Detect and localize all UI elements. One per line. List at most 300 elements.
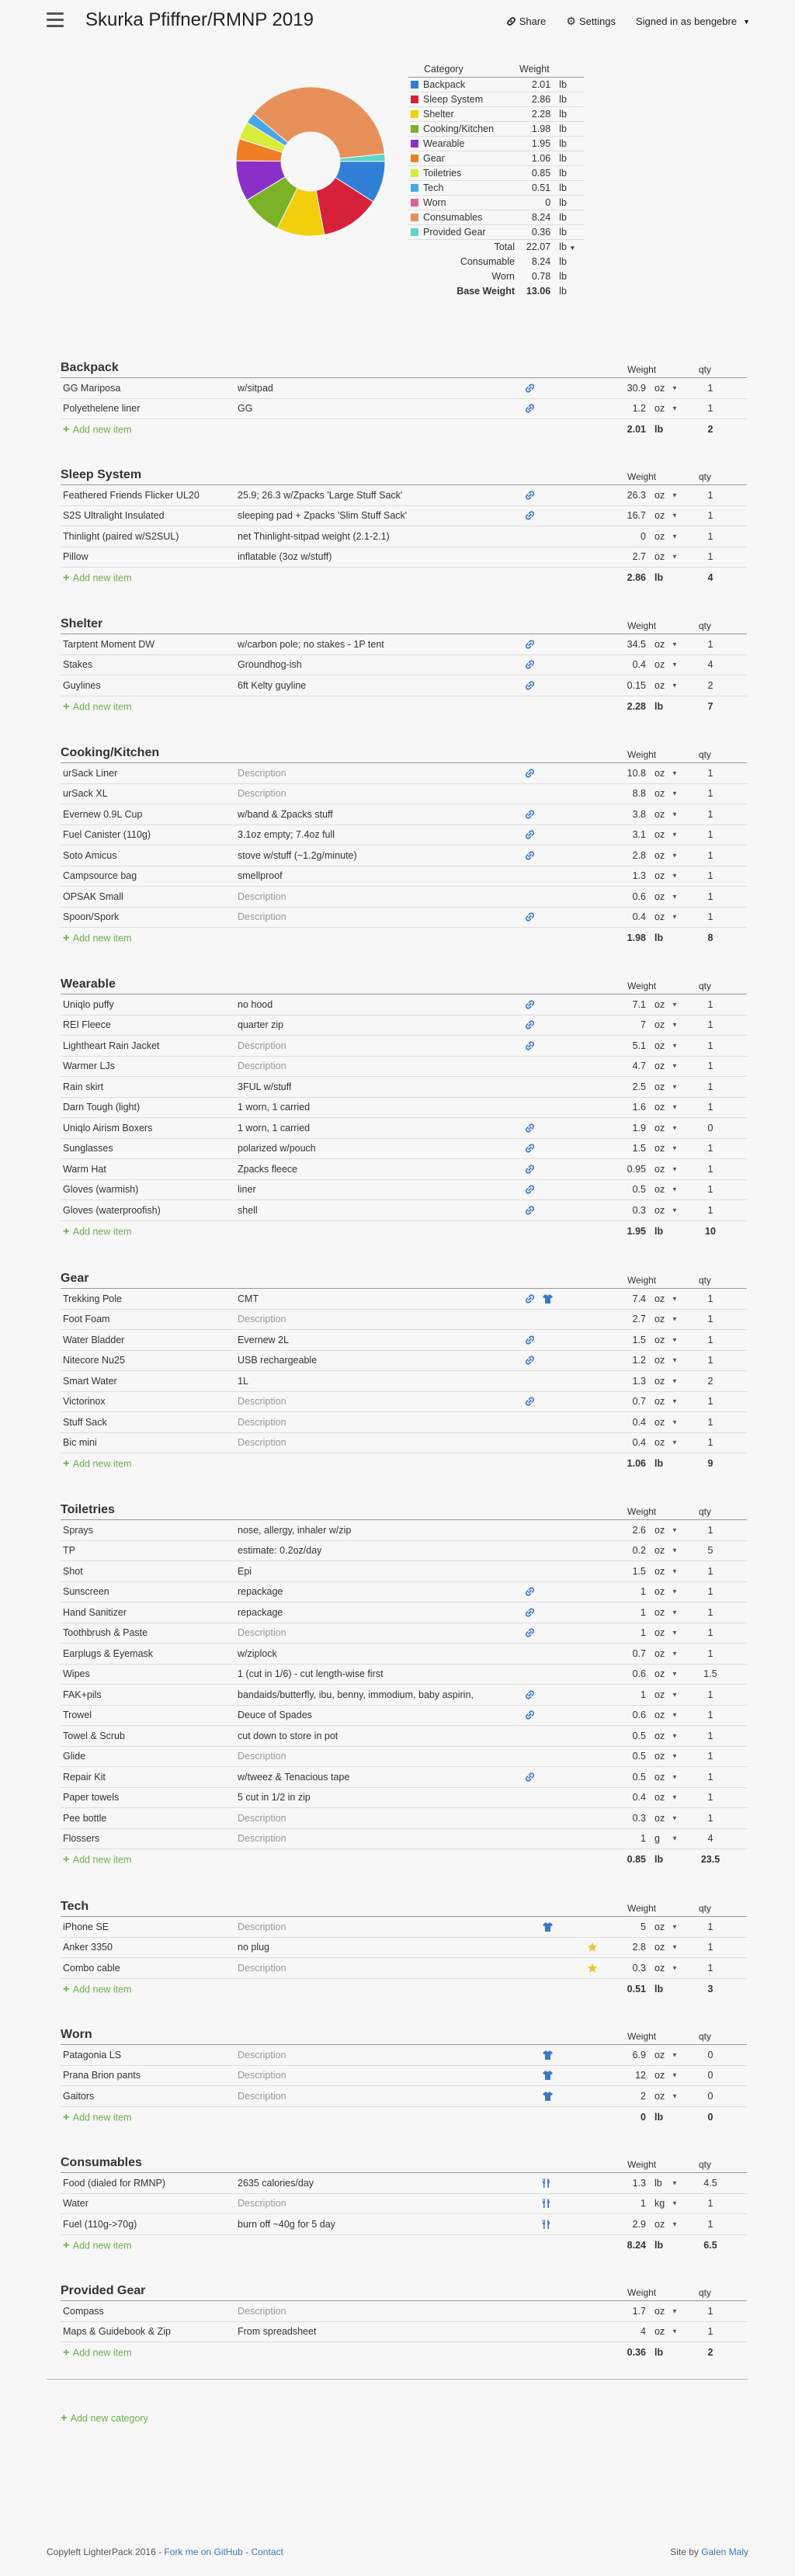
item-qty[interactable]: 1 xyxy=(707,1730,713,1741)
item-qty[interactable]: 1 xyxy=(707,1771,713,1783)
item-weight[interactable]: 2.7 xyxy=(632,551,646,563)
item-description[interactable]: estimate: 0.2oz/day xyxy=(238,1545,322,1557)
consumable-icon[interactable] xyxy=(542,2198,551,2209)
item-weight[interactable]: 1 xyxy=(641,1627,646,1639)
item-name[interactable]: OPSAK Small xyxy=(63,890,123,902)
item-qty[interactable]: 2 xyxy=(707,679,713,691)
item-weight[interactable]: 0.3 xyxy=(632,1962,646,1974)
item-qty[interactable]: 0 xyxy=(707,2049,713,2060)
item-qty[interactable]: 1 xyxy=(707,1606,713,1618)
item-unit[interactable]: oz xyxy=(654,870,665,882)
caret-down-icon[interactable]: ▼ xyxy=(672,1103,678,1111)
item-unit[interactable]: oz xyxy=(654,1102,665,1113)
item-qty[interactable]: 1 xyxy=(707,911,713,923)
item-name[interactable]: Water xyxy=(63,2198,89,2210)
item-weight[interactable]: 2.6 xyxy=(632,1524,646,1536)
item-unit[interactable]: oz xyxy=(654,1375,665,1387)
link-icon[interactable] xyxy=(525,1144,535,1154)
caret-down-icon[interactable]: ▼ xyxy=(672,491,678,499)
item-weight[interactable]: 2 xyxy=(641,2090,646,2102)
item-description[interactable]: bandaids/butterfly, ibu, benny, immodium, baby aspirin, xyxy=(238,1689,474,1700)
caret-down-icon[interactable]: ▼ xyxy=(672,1609,678,1616)
item-description[interactable]: Groundhog-ish xyxy=(238,659,302,671)
link-icon[interactable] xyxy=(525,1185,535,1195)
item-unit[interactable]: oz xyxy=(654,1437,665,1449)
item-weight[interactable]: 8.8 xyxy=(632,788,646,800)
item-name[interactable]: Campsource bag xyxy=(63,870,137,882)
caret-down-icon[interactable]: ▼ xyxy=(672,1001,678,1009)
item-qty[interactable]: 1 xyxy=(707,1792,713,1804)
item-unit[interactable]: oz xyxy=(654,1565,665,1577)
item-qty[interactable]: 1 xyxy=(707,788,713,800)
link-icon[interactable] xyxy=(525,999,535,1009)
item-description[interactable]: burn off ~40g for 5 day xyxy=(238,2218,335,2230)
caret-down-icon[interactable]: ▼ xyxy=(672,1021,678,1029)
item-unit[interactable]: oz xyxy=(654,1647,665,1659)
item-unit[interactable]: oz xyxy=(654,1730,665,1741)
item-qty[interactable]: 1 xyxy=(707,1040,713,1051)
item-name[interactable]: Gaitors xyxy=(63,2090,95,2102)
item-qty[interactable]: 0 xyxy=(707,2090,713,2102)
caret-down-icon[interactable]: ▼ xyxy=(672,533,678,540)
item-name[interactable]: Prana Brion pants xyxy=(63,2070,141,2081)
item-name[interactable]: Flossers xyxy=(63,1833,100,1845)
item-unit[interactable]: oz xyxy=(654,551,665,563)
item-weight[interactable]: 1.2 xyxy=(632,403,646,415)
link-icon[interactable] xyxy=(525,1040,535,1050)
link-icon[interactable] xyxy=(525,1356,535,1366)
link-icon[interactable] xyxy=(525,660,535,670)
item-unit[interactable]: oz xyxy=(654,2326,665,2338)
item-weight[interactable]: 0.5 xyxy=(632,1730,646,1741)
item-weight[interactable]: 7.1 xyxy=(632,998,646,1010)
item-description[interactable]: net Thinlight-sitpad weight (2.1-2.1) xyxy=(238,530,390,542)
item-weight[interactable]: 1.2 xyxy=(632,1355,646,1366)
item-description[interactable]: 6ft Kelty guyline xyxy=(238,679,307,691)
item-weight[interactable]: 0.3 xyxy=(632,1812,646,1824)
item-name[interactable]: Wipes xyxy=(63,1668,90,1680)
item-description[interactable]: Description xyxy=(238,1627,286,1639)
caret-down-icon[interactable]: ▼ xyxy=(672,1397,678,1405)
item-weight[interactable]: 0.4 xyxy=(632,1792,646,1804)
item-name[interactable]: Shot xyxy=(63,1565,83,1577)
item-description[interactable]: Description xyxy=(238,1751,286,1762)
item-unit[interactable]: oz xyxy=(654,1416,665,1428)
item-weight[interactable]: 0.5 xyxy=(632,1771,646,1783)
item-name[interactable]: Pillow xyxy=(63,551,89,563)
item-name[interactable]: Rain skirt xyxy=(63,1081,104,1092)
caret-down-icon[interactable]: ▼ xyxy=(672,2179,678,2187)
item-description[interactable]: From spreadsheet xyxy=(238,2326,317,2338)
link-icon[interactable] xyxy=(525,1293,535,1304)
item-unit[interactable]: oz xyxy=(654,2049,665,2060)
account-dropdown[interactable] xyxy=(636,15,750,28)
item-description[interactable]: Deuce of Spades xyxy=(238,1710,312,1721)
item-unit[interactable]: oz xyxy=(654,1355,665,1366)
caret-down-icon[interactable]: ▼ xyxy=(672,1124,678,1132)
item-unit[interactable]: oz xyxy=(654,2070,665,2081)
item-unit[interactable]: oz xyxy=(654,1184,665,1196)
item-name[interactable]: Uniqlo puffy xyxy=(63,998,114,1010)
item-unit[interactable]: oz xyxy=(654,1606,665,1618)
item-qty[interactable]: 1 xyxy=(707,1102,713,1113)
item-description[interactable]: Zpacks fleece xyxy=(238,1163,298,1175)
item-qty[interactable]: 1 xyxy=(707,1586,713,1598)
item-unit[interactable]: oz xyxy=(654,530,665,542)
item-qty[interactable]: 4 xyxy=(707,1833,713,1845)
item-description[interactable]: Description xyxy=(238,1314,286,1325)
item-weight[interactable]: 4 xyxy=(641,2326,646,2338)
caret-down-icon[interactable]: ▼ xyxy=(672,553,678,561)
worn-icon[interactable] xyxy=(542,1293,554,1304)
item-name[interactable]: Gloves (warmish) xyxy=(63,1184,139,1196)
item-unit[interactable]: oz xyxy=(654,849,665,861)
caret-down-icon[interactable]: ▼ xyxy=(672,2092,678,2100)
add-item-button[interactable] xyxy=(63,1224,132,1238)
item-unit[interactable]: oz xyxy=(654,1689,665,1700)
item-name[interactable]: FAK+pils xyxy=(63,1689,102,1700)
item-description[interactable]: 1 (cut in 1/6) - cut length-wise first xyxy=(238,1668,384,1680)
item-name[interactable]: Lightheart Rain Jacket xyxy=(63,1040,160,1051)
item-name[interactable]: Glide xyxy=(63,1751,86,1762)
item-qty[interactable]: 4 xyxy=(707,659,713,671)
item-weight[interactable]: 0.6 xyxy=(632,1668,646,1680)
item-unit[interactable]: oz xyxy=(654,1396,665,1408)
caret-down-icon[interactable]: ▼ xyxy=(672,1691,678,1699)
caret-down-icon[interactable]: ▼ xyxy=(672,769,678,777)
item-name[interactable]: urSack XL xyxy=(63,788,108,800)
item-unit[interactable]: oz xyxy=(654,1143,665,1154)
item-weight[interactable]: 0.2 xyxy=(632,1545,646,1557)
item-name[interactable]: REI Fleece xyxy=(63,1019,111,1031)
item-unit[interactable]: oz xyxy=(654,510,665,522)
caret-down-icon[interactable]: ▼ xyxy=(672,811,678,818)
item-unit[interactable]: oz xyxy=(654,382,665,394)
item-description[interactable]: Description xyxy=(238,1812,286,1824)
item-weight[interactable]: 0.3 xyxy=(632,1204,646,1216)
link-icon[interactable] xyxy=(525,1772,535,1782)
item-description[interactable]: Description xyxy=(238,1061,286,1072)
link-icon[interactable] xyxy=(525,511,535,521)
item-weight[interactable]: 7.4 xyxy=(632,1293,646,1304)
item-qty[interactable]: 1 xyxy=(707,1204,713,1216)
category-name[interactable]: Tech xyxy=(61,1900,89,1913)
add-category-button[interactable] xyxy=(61,2411,148,2425)
item-weight[interactable]: 26.3 xyxy=(627,489,646,501)
add-item-button[interactable] xyxy=(63,571,132,585)
item-description[interactable]: liner xyxy=(238,1184,256,1196)
settings-button[interactable] xyxy=(566,15,616,28)
item-unit[interactable]: oz xyxy=(654,1524,665,1536)
item-weight[interactable]: 1.3 xyxy=(632,2177,646,2189)
caret-down-icon[interactable]: ▼ xyxy=(672,1629,678,1637)
item-name[interactable]: Bic mini xyxy=(63,1437,97,1449)
add-item-button[interactable] xyxy=(63,2346,132,2359)
item-qty[interactable]: 1 xyxy=(707,1647,713,1659)
caret-down-icon[interactable]: ▼ xyxy=(672,1206,678,1214)
item-unit[interactable]: oz xyxy=(654,1921,665,1932)
item-weight[interactable]: 4.7 xyxy=(632,1061,646,1072)
item-description[interactable]: Description xyxy=(238,2198,286,2210)
item-description[interactable]: Description xyxy=(238,788,286,800)
category-name[interactable]: Worn xyxy=(61,2028,92,2041)
category-name[interactable]: Consumables xyxy=(61,2156,142,2169)
item-name[interactable]: Food (dialed for RMNP) xyxy=(63,2177,165,2189)
item-description[interactable]: cut down to store in pot xyxy=(238,1730,338,1741)
item-unit[interactable]: oz xyxy=(654,890,665,902)
item-name[interactable]: Sunglasses xyxy=(63,1143,113,1154)
caret-down-icon[interactable]: ▼ xyxy=(672,1588,678,1595)
item-name[interactable]: iPhone SE xyxy=(63,1921,109,1932)
add-item-button[interactable] xyxy=(63,700,132,713)
item-weight[interactable]: 0.15 xyxy=(627,679,646,691)
item-unit[interactable]: oz xyxy=(654,638,665,650)
item-name[interactable]: Compass xyxy=(63,2305,104,2317)
item-name[interactable]: Towel & Scrub xyxy=(63,1730,125,1741)
item-weight[interactable]: 16.7 xyxy=(627,510,646,522)
item-description[interactable]: sleeping pad + Zpacks 'Slim Stuff Sack' xyxy=(238,510,408,522)
item-name[interactable]: urSack Liner xyxy=(63,767,118,779)
item-weight[interactable]: 0.7 xyxy=(632,1396,646,1408)
item-unit[interactable]: oz xyxy=(654,1204,665,1216)
item-unit[interactable]: oz xyxy=(654,1061,665,1072)
item-description[interactable]: USB rechargeable xyxy=(238,1355,318,1366)
category-name[interactable]: Backpack xyxy=(61,361,119,374)
caret-down-icon[interactable]: ▼ xyxy=(672,2071,678,2079)
item-name[interactable]: Trekking Pole xyxy=(63,1293,122,1304)
item-qty[interactable]: 1 xyxy=(707,1437,713,1449)
item-description[interactable]: repackage xyxy=(238,1606,283,1618)
item-qty[interactable]: 1 xyxy=(707,1921,713,1932)
caret-down-icon[interactable]: ▼ xyxy=(672,661,678,668)
item-weight[interactable]: 1.3 xyxy=(632,1375,646,1387)
item-name[interactable]: Feathered Friends Flicker UL20 xyxy=(63,489,200,501)
caret-down-icon[interactable]: ▼ xyxy=(672,1315,678,1323)
category-name[interactable]: Shelter xyxy=(61,617,103,630)
caret-down-icon[interactable]: ▼ xyxy=(672,1356,678,1364)
item-qty[interactable]: 1 xyxy=(707,1314,713,1325)
item-qty[interactable]: 1 xyxy=(707,1081,713,1092)
item-qty[interactable]: 5 xyxy=(707,1545,713,1557)
item-qty[interactable]: 1 xyxy=(707,1163,713,1175)
item-name[interactable]: Warm Hat xyxy=(63,1163,106,1175)
total-unit-select[interactable] xyxy=(553,239,584,254)
caret-down-icon[interactable]: ▼ xyxy=(672,404,678,412)
item-unit[interactable]: oz xyxy=(654,1792,665,1804)
item-description[interactable]: Description xyxy=(238,2049,286,2060)
item-description[interactable]: 25.9; 26.3 w/Zpacks 'Large Stuff Sack' xyxy=(238,489,403,501)
item-description[interactable]: 3FUL w/stuff xyxy=(238,1081,292,1092)
item-qty[interactable]: 1 xyxy=(707,1689,713,1700)
item-description[interactable]: Description xyxy=(238,2090,286,2102)
link-icon[interactable] xyxy=(525,1689,535,1699)
item-weight[interactable]: 3.1 xyxy=(632,829,646,841)
item-description[interactable]: smellproof xyxy=(238,870,283,882)
caret-down-icon[interactable]: ▼ xyxy=(672,790,678,797)
item-qty[interactable]: 1 xyxy=(707,382,713,394)
item-unit[interactable]: oz xyxy=(654,489,665,501)
item-name[interactable]: Earplugs & Eyemask xyxy=(63,1647,154,1659)
item-weight[interactable]: 0.95 xyxy=(627,1163,646,1175)
item-qty[interactable]: 1 xyxy=(707,808,713,820)
item-qty[interactable]: 1 xyxy=(707,870,713,882)
item-qty[interactable]: 1 xyxy=(707,1416,713,1428)
caret-down-icon[interactable]: ▼ xyxy=(672,1773,678,1781)
item-description[interactable]: repackage xyxy=(238,1586,283,1598)
link-icon[interactable] xyxy=(525,490,535,500)
item-qty[interactable]: 1 xyxy=(707,1184,713,1196)
item-qty[interactable]: 1 xyxy=(707,638,713,650)
link-icon[interactable] xyxy=(525,1020,535,1030)
caret-down-icon[interactable]: ▼ xyxy=(672,1186,678,1193)
category-name[interactable]: Wearable xyxy=(61,977,116,991)
item-weight[interactable]: 1.5 xyxy=(632,1143,646,1154)
item-name[interactable]: Spoon/Spork xyxy=(63,911,120,923)
item-qty[interactable]: 1 xyxy=(707,849,713,861)
contact-link[interactable]: Contact xyxy=(251,2546,283,2557)
item-name[interactable]: TP xyxy=(63,1545,75,1557)
item-qty[interactable]: 1 xyxy=(707,1334,713,1345)
caret-down-icon[interactable]: ▼ xyxy=(672,1439,678,1446)
item-description[interactable]: Description xyxy=(238,890,286,902)
caret-down-icon[interactable]: ▼ xyxy=(672,1943,678,1951)
star-icon[interactable] xyxy=(587,1963,598,1974)
item-qty[interactable]: 1 xyxy=(707,2198,713,2210)
item-name[interactable]: GG Mariposa xyxy=(63,382,121,394)
add-item-button[interactable] xyxy=(63,1853,132,1866)
category-name[interactable]: Cooking/Kitchen xyxy=(61,746,160,759)
item-description[interactable]: no plug xyxy=(238,1942,270,1953)
caret-down-icon[interactable]: ▼ xyxy=(672,1567,678,1575)
caret-down-icon[interactable]: ▼ xyxy=(672,1295,678,1303)
item-weight[interactable]: 0.6 xyxy=(632,890,646,902)
caret-down-icon[interactable]: ▼ xyxy=(672,872,678,880)
item-weight[interactable]: 1.6 xyxy=(632,1102,646,1113)
item-qty[interactable]: 1 xyxy=(707,829,713,841)
caret-down-icon[interactable]: ▼ xyxy=(672,1711,678,1719)
item-weight[interactable]: 2.8 xyxy=(632,1942,646,1953)
item-weight[interactable]: 2.5 xyxy=(632,1081,646,1092)
item-qty[interactable]: 1 xyxy=(707,1710,713,1721)
item-qty[interactable]: 4.5 xyxy=(703,2177,717,2189)
item-weight[interactable]: 2.9 xyxy=(632,2218,646,2230)
item-unit[interactable]: oz xyxy=(654,679,665,691)
item-name[interactable]: Warmer LJs xyxy=(63,1061,115,1072)
item-qty[interactable]: 1 xyxy=(707,2326,713,2338)
item-description[interactable]: w/band & Zpacks stuff xyxy=(238,808,333,820)
caret-down-icon[interactable]: ▼ xyxy=(672,1547,678,1554)
item-qty[interactable]: 1.5 xyxy=(703,1668,717,1680)
add-item-button[interactable] xyxy=(63,2110,132,2123)
link-icon[interactable] xyxy=(525,1587,535,1597)
item-qty[interactable]: 1 xyxy=(707,2305,713,2317)
item-description[interactable]: Description xyxy=(238,1396,286,1408)
item-description[interactable]: 3.1oz empty; 7.4oz full xyxy=(238,829,335,841)
caret-down-icon[interactable]: ▼ xyxy=(672,512,678,519)
share-button[interactable] xyxy=(506,15,547,28)
caret-down-icon[interactable]: ▼ xyxy=(672,1526,678,1534)
link-icon[interactable] xyxy=(525,912,535,922)
item-unit[interactable]: oz xyxy=(654,829,665,841)
item-description[interactable]: Evernew 2L xyxy=(238,1334,290,1345)
item-qty[interactable]: 2 xyxy=(707,1375,713,1387)
item-qty[interactable]: 1 xyxy=(707,1565,713,1577)
caret-down-icon[interactable]: ▼ xyxy=(672,913,678,921)
item-weight[interactable]: 0 xyxy=(641,530,646,542)
item-description[interactable]: Description xyxy=(238,1962,286,1974)
link-icon[interactable] xyxy=(525,1628,535,1638)
item-unit[interactable]: oz xyxy=(654,403,665,415)
item-name[interactable]: Victorinox xyxy=(63,1396,106,1408)
link-icon[interactable] xyxy=(525,768,535,778)
item-qty[interactable]: 1 xyxy=(707,1061,713,1072)
item-qty[interactable]: 1 xyxy=(707,489,713,501)
item-weight[interactable]: 30.9 xyxy=(627,382,646,394)
item-qty[interactable]: 1 xyxy=(707,510,713,522)
link-icon[interactable] xyxy=(525,404,535,414)
item-weight[interactable]: 1 xyxy=(641,2198,646,2210)
item-qty[interactable]: 1 xyxy=(707,1355,713,1366)
caret-down-icon[interactable]: ▼ xyxy=(672,1793,678,1801)
worn-icon[interactable] xyxy=(542,2070,554,2081)
consumable-icon[interactable] xyxy=(542,2219,551,2230)
item-description[interactable]: stove w/stuff (~1.2g/minute) xyxy=(238,849,357,861)
caret-down-icon[interactable]: ▼ xyxy=(672,2220,678,2228)
item-name[interactable]: Stuff Sack xyxy=(63,1416,107,1428)
item-description[interactable]: no hood xyxy=(238,998,273,1010)
caret-down-icon[interactable]: ▼ xyxy=(672,852,678,859)
item-unit[interactable]: kg xyxy=(654,2198,665,2210)
item-qty[interactable]: 0 xyxy=(707,1122,713,1134)
item-weight[interactable]: 1 xyxy=(641,1833,646,1845)
item-qty[interactable]: 1 xyxy=(707,1524,713,1536)
item-name[interactable]: Soto Amicus xyxy=(63,849,117,861)
item-weight[interactable]: 0.5 xyxy=(632,1751,646,1762)
item-weight[interactable]: 1.5 xyxy=(632,1334,646,1345)
item-name[interactable]: Polyethelene liner xyxy=(63,403,141,415)
item-name[interactable]: Pee bottle xyxy=(63,1812,107,1824)
link-icon[interactable] xyxy=(525,1205,535,1215)
consumable-icon[interactable] xyxy=(542,2178,551,2189)
item-description[interactable]: Description xyxy=(238,1833,286,1845)
item-weight[interactable]: 7 xyxy=(641,1019,646,1031)
menu-icon[interactable] xyxy=(47,12,64,28)
item-weight[interactable]: 0.6 xyxy=(632,1710,646,1721)
item-unit[interactable]: oz xyxy=(654,1293,665,1304)
item-unit[interactable]: oz xyxy=(654,911,665,923)
item-description[interactable]: GG xyxy=(238,403,253,415)
item-qty[interactable]: 1 xyxy=(707,1143,713,1154)
item-qty[interactable]: 1 xyxy=(707,1019,713,1031)
item-name[interactable]: Trowel xyxy=(63,1710,92,1721)
item-name[interactable]: Fuel (110g->70g) xyxy=(63,2218,137,2230)
caret-down-icon[interactable]: ▼ xyxy=(672,682,678,689)
item-description[interactable]: Description xyxy=(238,767,286,779)
item-unit[interactable]: oz xyxy=(654,808,665,820)
item-qty[interactable]: 1 xyxy=(707,530,713,542)
item-description[interactable]: Description xyxy=(238,911,286,923)
caret-down-icon[interactable]: ▼ xyxy=(672,1923,678,1931)
link-icon[interactable] xyxy=(525,383,535,393)
item-weight[interactable]: 1 xyxy=(641,1586,646,1598)
item-description[interactable]: 2635 calories/day xyxy=(238,2177,314,2189)
caret-down-icon[interactable]: ▼ xyxy=(672,1165,678,1173)
caret-down-icon[interactable]: ▼ xyxy=(672,2307,678,2315)
link-icon[interactable] xyxy=(525,809,535,819)
item-name[interactable]: Anker 3350 xyxy=(63,1942,113,1953)
category-name[interactable]: Provided Gear xyxy=(61,2284,146,2297)
category-name[interactable]: Toiletries xyxy=(61,1503,115,1516)
